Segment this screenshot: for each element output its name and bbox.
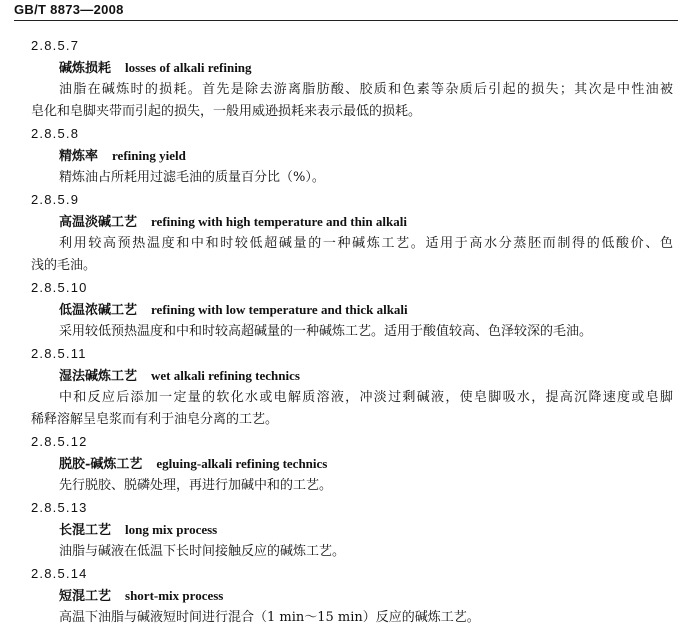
definition-line: 先行脱胶、脱磷处理，再进行加碱中和的工艺。	[59, 478, 333, 493]
definition-line: 稀释溶解呈皂浆而有利于油皂分离的工艺。	[31, 412, 279, 427]
definition-line: 皂化和皂脚夹带而引起的损失，一般用威逊损耗来表示最低的损耗。	[31, 104, 422, 119]
definition-line: 浅的毛油。	[31, 258, 97, 273]
entry-term	[59, 147, 186, 166]
term-chinese: 碱炼损耗	[59, 61, 112, 76]
definition-line: 高温下油脂与碱液短时间进行混合（1 min～15 min）反应的碱炼工艺。	[59, 610, 480, 625]
definition-line: 精炼油占所耗用过滤毛油的质量百分比（%）。	[59, 170, 325, 185]
definition-line: 采用较低预热温度和中和时较高超碱量的一种碱炼工艺。适用于酸值较高、色泽较深的毛油。	[59, 324, 593, 339]
definition-line: 中和反应后添加一定量的软化水或电解质溶液，冲淡过剩碱液，使皂脚吸水，提高沉降速度或皂脚	[59, 390, 673, 405]
term-english: refining with high temperature and thin alkali	[151, 214, 407, 229]
term-english: refining yield	[112, 148, 186, 163]
entry-term	[59, 301, 408, 320]
entry-number: 2.8.5.11	[31, 346, 87, 361]
term-english: egluing-alkali refining technics	[156, 456, 328, 471]
term-chinese: 短混工艺	[59, 589, 112, 604]
entry-term	[59, 213, 407, 232]
entry-term	[59, 367, 300, 386]
entry-term	[59, 455, 327, 474]
term-english: wet alkali refining technics	[151, 368, 300, 383]
entry-term	[59, 587, 223, 606]
term-chinese: 湿法碱炼工艺	[59, 369, 138, 384]
term-chinese: 高温淡碱工艺	[59, 215, 138, 230]
entry-number: 2.8.5.7	[31, 38, 80, 53]
term-english: short-mix process	[125, 588, 224, 603]
entry-number: 2.8.5.13	[31, 500, 88, 515]
standard-code-header: GB/T 8873—2008	[14, 2, 124, 17]
term-chinese: 低温浓碱工艺	[59, 303, 138, 318]
term-chinese: 长混工艺	[59, 523, 112, 538]
definition-line: 利用较高预热温度和中和时较低超碱量的一种碱炼工艺。适用于高水分蒸胚而制得的低酸价、色	[59, 236, 673, 251]
entry-term	[59, 59, 252, 78]
entry-number: 2.8.5.9	[31, 192, 80, 207]
term-chinese: 脱胶-碱炼工艺	[59, 457, 143, 472]
entry-number: 2.8.5.8	[31, 126, 80, 141]
term-chinese: 精炼率	[59, 149, 99, 164]
term-english: refining with low temperature and thick alkali	[151, 302, 408, 317]
entry-number: 2.8.5.10	[31, 280, 88, 295]
term-english: long mix process	[125, 522, 218, 537]
entry-term	[59, 521, 217, 540]
entry-number: 2.8.5.12	[31, 434, 88, 449]
entry-number: 2.8.5.14	[31, 566, 88, 581]
definition-line: 油脂与碱液在低温下长时间接触反应的碱炼工艺。	[59, 544, 346, 559]
definition-line: 油脂在碱炼时的损耗。首先是除去游离脂肪酸、胶质和色素等杂质后引起的损失；其次是中性油被	[59, 82, 673, 97]
term-english: losses of alkali refining	[125, 60, 252, 75]
